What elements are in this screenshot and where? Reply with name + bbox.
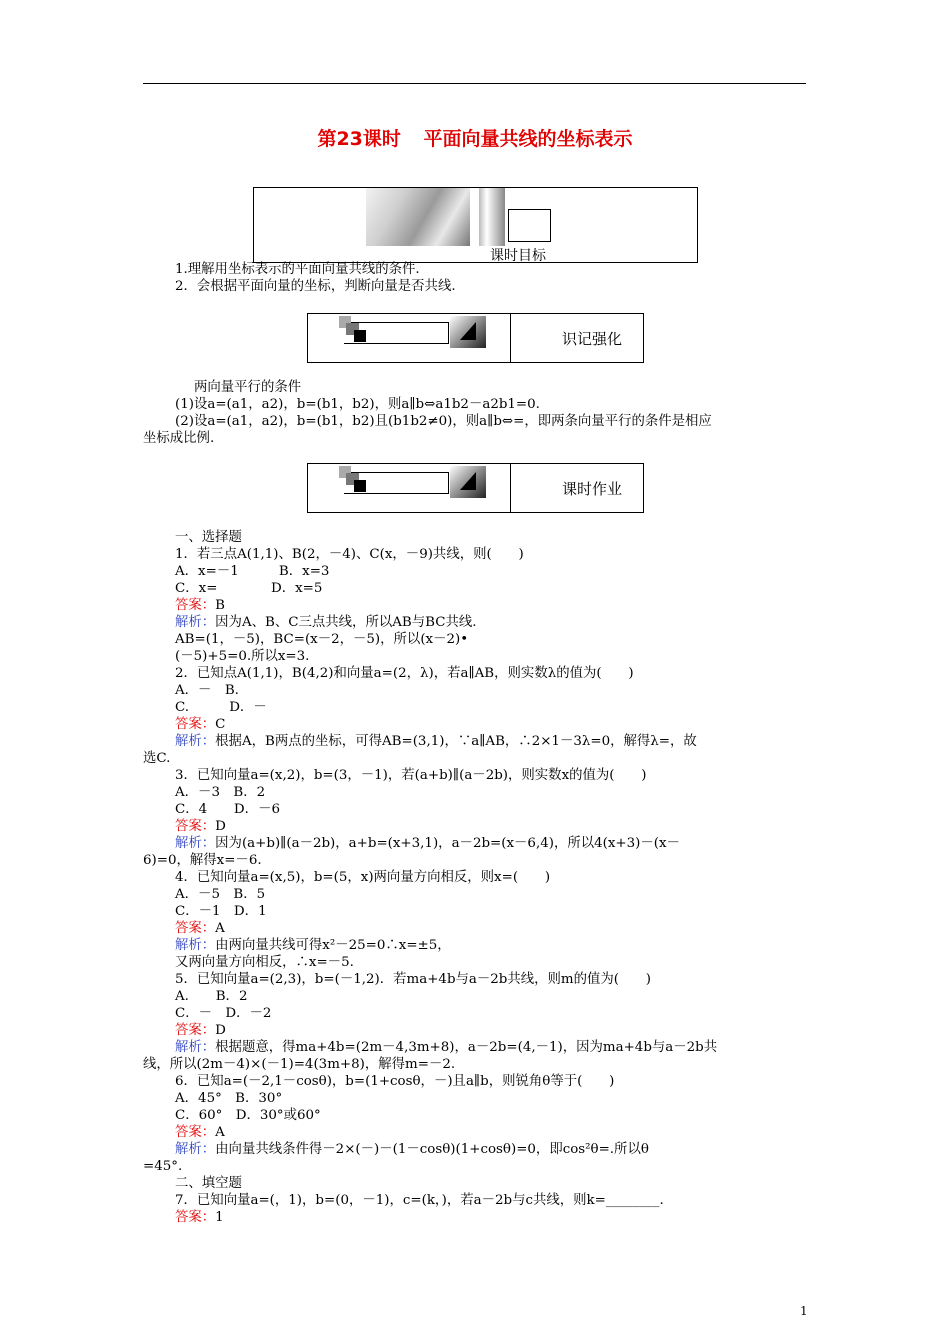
line-text: 6．已知a=(－2,1－cosθ)，b=(1+cosθ，－)且a∥b，则锐角θ等于( )	[175, 1074, 615, 1089]
solution-label: 解析：	[175, 615, 216, 630]
solution-label: 解析：	[175, 836, 216, 851]
line-text: 由两向量共线可得x²－25=0∴x=±5，	[215, 938, 451, 953]
memory-line: 坐标成比例.	[143, 431, 215, 446]
exercise-line	[143, 1057, 455, 1074]
exercise-line	[175, 768, 647, 785]
line-text: 3．已知向量a=(x,2)，b=(3，－1)，若(a+b)∥(a－2b)，则实数x的值为( )	[175, 768, 647, 783]
answer-line	[175, 1125, 225, 1142]
line-text: 1	[215, 1210, 224, 1225]
line-text: A．x=－1 B．x=3	[175, 564, 330, 579]
exercise-line	[175, 1193, 664, 1210]
line-text: A．－5 B．5	[175, 887, 266, 902]
memory-banner	[307, 313, 644, 363]
line-text: 因为(a+b)∥(a－2b)，a+b=(x+3,1)，a－2b=(x－6,4)，所以4(x+3)－(x－	[215, 836, 680, 851]
exercise-line	[175, 1108, 321, 1125]
exercise-line	[175, 955, 354, 972]
exercise-line	[175, 1176, 242, 1193]
exercise-line	[175, 700, 267, 717]
line-text: 7．已知向量a=(，1)，b=(0，－1)，c=(k，)，若a－2b与c共线，则k=________.	[175, 1193, 664, 1208]
objectives-banner	[253, 187, 698, 263]
solution-line	[175, 938, 451, 955]
exercise-line	[175, 666, 634, 683]
line-text: A．－3 B．2	[175, 785, 266, 800]
line-text: 1．若三点A(1,1)、B(2，－4)、C(x，－9)共线，则( )	[175, 547, 524, 562]
exercise-line	[175, 887, 265, 904]
line-text: C．－ D．－2	[175, 1006, 272, 1021]
page-title	[0, 124, 950, 151]
solution-label: 解析：	[175, 1040, 216, 1055]
line-text: (－5)+5=0.所以x=3.	[175, 649, 310, 664]
line-text: AB=(1，－5)，BC=(x－2，－5)，所以(x－2)•	[175, 632, 469, 647]
page-number: 1	[800, 1304, 808, 1318]
line-text: 一、选择题	[175, 530, 242, 545]
line-text: A	[215, 921, 225, 936]
line-text: 因为A、B、C三点共线，所以AB与BC共线.	[215, 615, 477, 630]
banner-stripe	[479, 188, 505, 246]
solution-line	[175, 1040, 717, 1057]
exercise-line	[175, 989, 247, 1006]
line-text: 选C.	[143, 751, 171, 766]
answer-label: 答案：	[175, 819, 216, 834]
exercise-line	[175, 547, 524, 564]
exercise-line	[143, 1159, 182, 1176]
square-icon	[354, 330, 366, 342]
banner-divider	[510, 314, 511, 362]
line-text: 6)=0，解得x=－6.	[143, 853, 262, 868]
exercise-line	[175, 1074, 614, 1091]
square-icon	[354, 480, 366, 492]
line-text: A. B．2	[175, 989, 248, 1004]
homework-banner	[307, 463, 644, 513]
exercise-line	[143, 853, 262, 870]
banner-frame	[508, 209, 551, 242]
answer-label: 答案：	[175, 1210, 216, 1225]
answer-label: 答案：	[175, 921, 216, 936]
answer-label: 答案：	[175, 1125, 216, 1140]
solution-label: 解析：	[175, 1142, 216, 1157]
solution-line	[175, 615, 477, 632]
exercise-line	[175, 785, 265, 802]
exercise-line	[175, 870, 550, 887]
line-text: 由向量共线条件得－2×(－)－(1－cosθ)(1+cosθ)=0，即cos²θ=.所以θ	[215, 1142, 649, 1157]
exercise-line	[175, 1091, 282, 1108]
line-text: A	[215, 1125, 225, 1140]
line-text: 线，所以(2m－4)×(－1)=4(3m+8)，解得m=－2.	[143, 1057, 456, 1072]
exercise-line	[175, 530, 242, 547]
memory-label: 识记强化	[562, 330, 623, 348]
answer-label: 答案：	[175, 717, 216, 732]
line-text: 2．已知点A(1,1)，B(4,2)和向量a=(2，λ)，若a∥AB，则实数λ的值为( )	[175, 666, 634, 681]
lesson-topic: 平面向量共线的坐标表示	[423, 128, 633, 150]
line-text: 根据A，B两点的坐标，可得AB=(3,1)，∵a∥AB，∴2×1－3λ=0，解得λ=，故	[215, 734, 697, 749]
exercise-line	[175, 972, 651, 989]
answer-label: 答案：	[175, 598, 216, 613]
line-text: C．4 D．－6	[175, 802, 280, 817]
header-rule	[143, 83, 806, 84]
answer-line	[175, 1023, 226, 1040]
banner-graphic	[366, 188, 470, 246]
objective-2: 2．会根据平面向量的坐标，判断向量是否共线.	[175, 279, 456, 294]
line-text: 根据题意，得ma+4b=(2m－4,3m+8)，a－2b=(4,－1)，因为ma+4b与a－2b共	[215, 1040, 718, 1055]
line-text: 5．已知向量a=(2,3)，b=(－1,2)．若ma+4b与a－2b共线，则m的值为( )	[175, 972, 652, 987]
line-text: A．45° B．30°	[175, 1091, 283, 1106]
memory-heading: 两向量平行的条件	[194, 380, 302, 395]
solution-label: 解析：	[175, 938, 216, 953]
exercise-line	[175, 904, 267, 921]
answer-line	[175, 921, 225, 938]
exercise-line	[143, 751, 170, 768]
triangle-icon	[450, 466, 486, 498]
line-text: D	[215, 819, 226, 834]
line-text: A．－ B.	[175, 683, 239, 698]
exercise-line	[175, 632, 468, 649]
solution-line	[175, 1142, 649, 1159]
triangle-icon	[450, 316, 486, 348]
exercise-line	[175, 1006, 271, 1023]
line-text: D	[215, 1023, 226, 1038]
line-text: 4．已知向量a=(x,5)，b=(5，x)两向量方向相反，则x=( )	[175, 870, 551, 885]
line-text: C．－1 D．1	[175, 904, 267, 919]
exercise-line	[175, 581, 322, 598]
line-text: =45°.	[143, 1159, 183, 1174]
line-text: C. D．－	[175, 700, 267, 715]
exercise-line	[175, 649, 309, 666]
line-text: 二、填空题	[175, 1176, 242, 1191]
homework-label: 课时作业	[562, 480, 623, 498]
answer-line	[175, 598, 225, 615]
objective-1: 1.理解用坐标表示的平面向量共线的条件.	[175, 262, 420, 277]
answer-label: 答案：	[175, 1023, 216, 1038]
lesson-number: 第23课时	[317, 128, 401, 150]
memory-line: (2)设a=(a1，a2)，b=(b1，b2)且(b1b2≠0)，则a∥b⇔=，即两条向量平行的条件是相应	[175, 414, 712, 429]
exercise-line	[175, 802, 280, 819]
answer-line	[175, 819, 226, 836]
memory-line: (1)设a=(a1，a2)，b=(b1，b2)，则a∥b⇔a1b2－a2b1=0.	[175, 397, 540, 412]
line-text: B	[215, 598, 226, 613]
line-text: C	[215, 717, 226, 732]
exercise-line	[175, 564, 329, 581]
exercise-line	[175, 683, 239, 700]
answer-line	[175, 1210, 224, 1227]
line-text: C．60° D．30°或60°	[175, 1108, 321, 1123]
answer-line	[175, 717, 225, 734]
objectives-label: 课时目标	[490, 248, 546, 264]
line-text: 又两向量方向相反，∴x=－5.	[175, 955, 354, 970]
solution-line	[175, 836, 680, 853]
solution-label: 解析：	[175, 734, 216, 749]
banner-divider	[510, 464, 511, 512]
solution-line	[175, 734, 697, 751]
line-text: C．x= D．x=5	[175, 581, 323, 596]
